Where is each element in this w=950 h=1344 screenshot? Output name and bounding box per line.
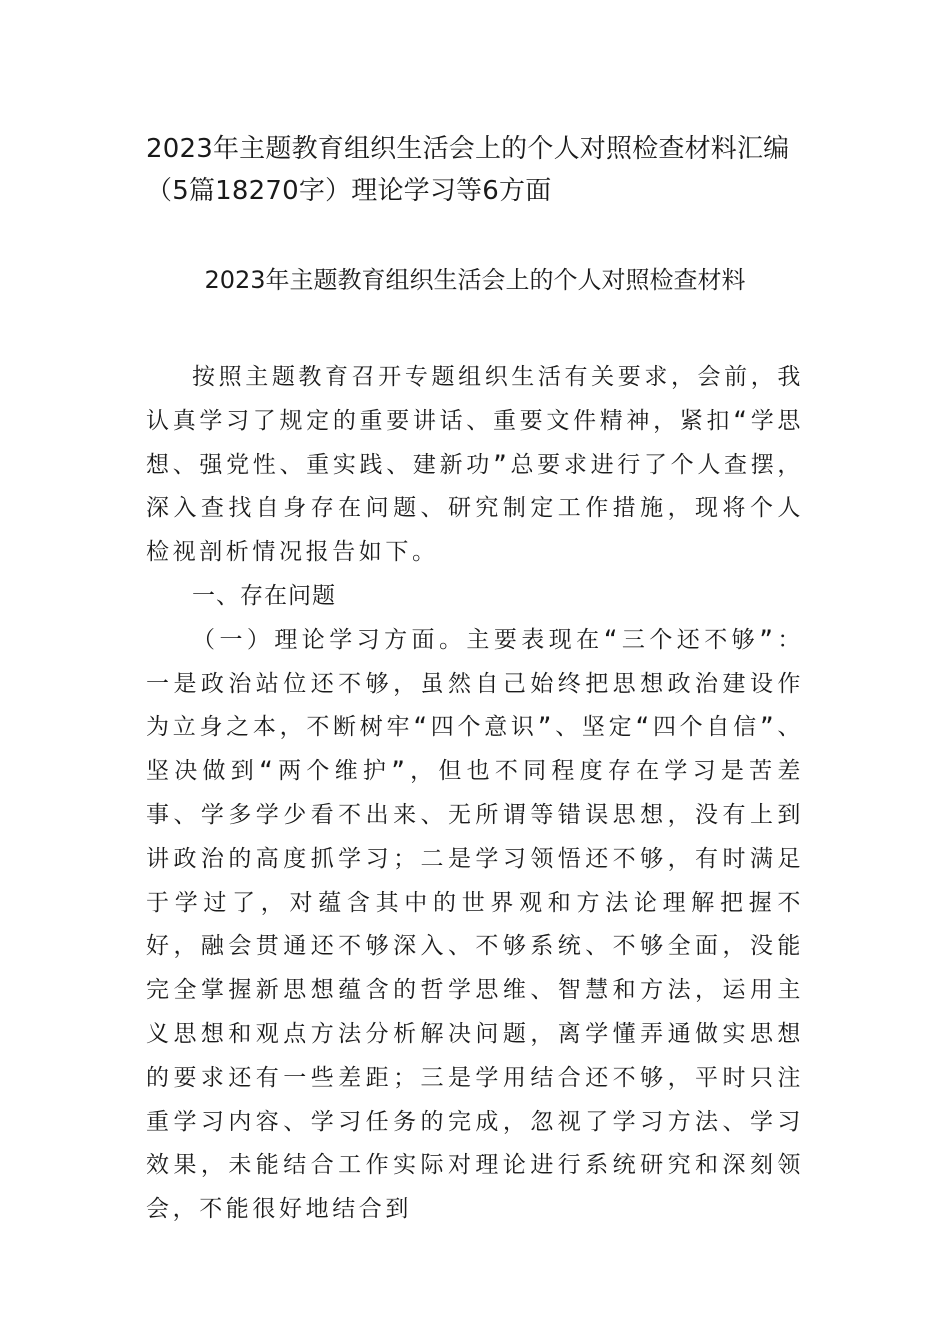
intro-paragraph: 按照主题教育召开专题组织生活有关要求，会前，我认真学习了规定的重要讲话、重要文件精神，紧扣“学思想、强党性、重实践、建新功”总要求进行了个人查摆，深入查找自身存在问题、研究制定工作措施，现将个人检视剖析情况报告如下。 [146,364,804,566]
theory-study-paragraph: （一）理论学习方面。主要表现在“三个还不够”：一是政治站位还不够，虽然自己始终把思想政治建设作为立身之本，不断树牢“四个意识”、坚定“四个自信”、坚决做到“两个维护”，但也不同程度存在学习是苦差事、学多学少看不出来、无所谓等错误思想，没有上到讲政治的高度抓学习；二是学习领悟还不够，有时满足于学过了，对蕴含其中的世界观和方法论理解把握不好，融会贯通还不够深入、不够系统、不够全面，没能完全掌握新思想蕴含的哲学思维、智慧和方法，运用主义思想和观点方法分析解决问题，离学懂弄通做实思想的要求还有一些差距；三是学用结合还不够，平时只注重学习内容、学习任务的完成，忽视了学习方法、学习效果，未能结合工作实际对理论进行系统研究和深刻领会，不能很好地结合到 [146,626,804,1223]
document-body [146,356,804,1232]
document-main-title: 2023年主题教育组织生活会上的个人对照检查材料汇编（5篇18270字）理论学习等6方面 [146,134,790,206]
section-heading: 一、存在问题 [192,582,336,609]
document-sub-title: 2023年主题教育组织生活会上的个人对照检查材料 [204,266,746,294]
